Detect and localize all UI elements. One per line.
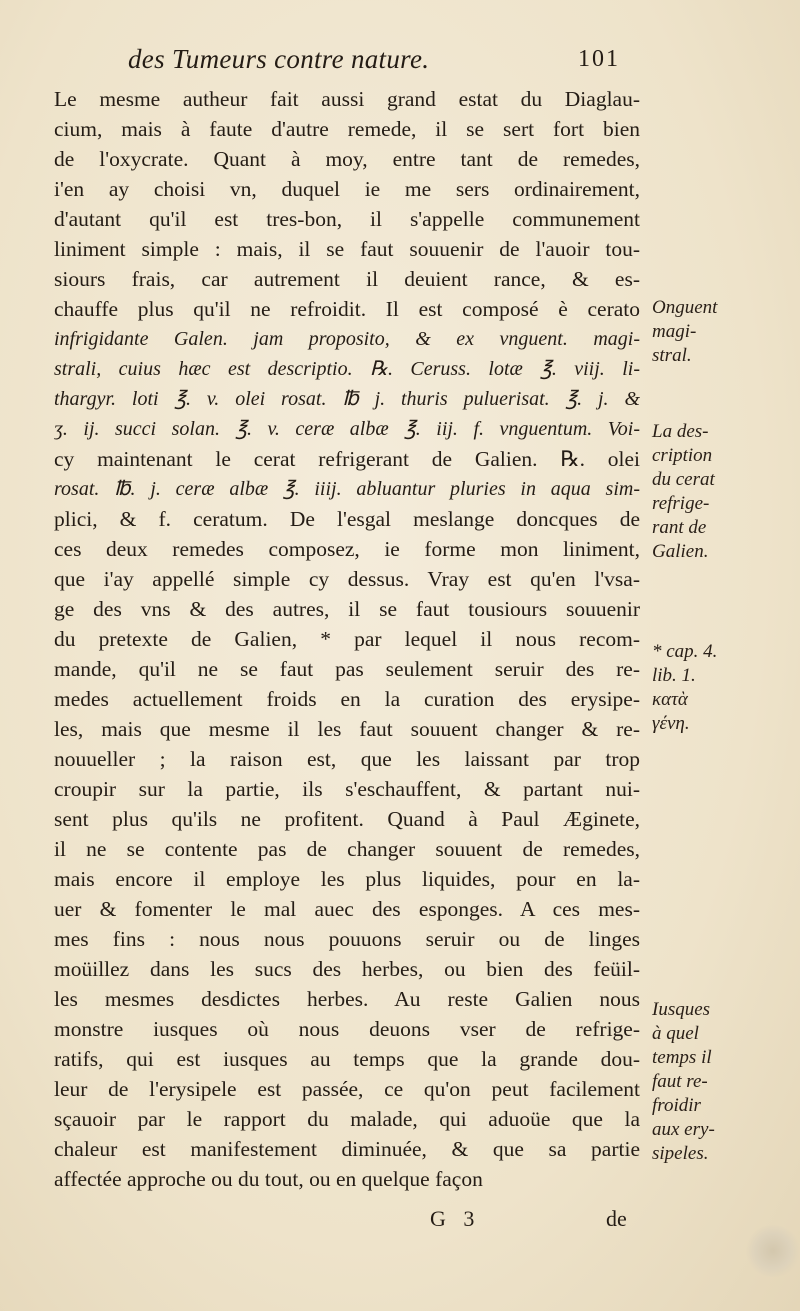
text-line: ratifs, qui est iusques au temps que la grande dou- (54, 1047, 640, 1071)
text-line: d'autant qu'il est tres-bon, il s'appelle communement (54, 207, 640, 231)
margin-note-line: faut re- (652, 1071, 708, 1092)
margin-note-onguent (652, 296, 792, 368)
text-line: i'en ay choisi vn, duquel ie me sers ordinairement, (54, 177, 640, 201)
signature-mark: G 3 (430, 1206, 481, 1231)
text-line: uer & fomenter le mal auec des esponges. A ces mes- (54, 897, 640, 921)
text-line: cium, mais à faute d'autre remede, il se sert fort bien (54, 117, 640, 141)
text-line: moüillez dans les sucs des herbes, ou bien des feüil- (54, 957, 640, 981)
text-line: ge des vns & des autres, il se faut tousiours souuenir (54, 597, 640, 621)
text-line: plici, & f. ceratum. De l'esgal meslange doncques de (54, 507, 640, 531)
text-line: medes actuellement froids en la curation des erysipe- (54, 687, 640, 711)
margin-note-line: refrige- (652, 493, 710, 514)
margin-note-line: aux ery- (652, 1119, 715, 1140)
text-line: leur de l'erysipele est passée, ce qu'on peut facilement (54, 1077, 640, 1101)
margin-note-line: La des- (652, 421, 709, 442)
margin-note-line: à quel (652, 1023, 699, 1044)
text-line: strali, cuius hæc est descriptio. ℞. Ceruss. lotæ ℥. viij. li- (54, 358, 640, 380)
text-line: thargyr. loti ℥. v. olei rosat. ℔ j. thuris puluerisat. ℥. j. & (54, 388, 640, 410)
margin-note-line: κατὰ (652, 689, 688, 710)
text-line: chauffe plus qu'il ne refroidit. Il est composé è cerato (54, 297, 640, 321)
margin-note-line: magi- (652, 321, 697, 342)
margin-note-line: * cap. 4. (652, 641, 718, 662)
margin-note-line: Galien. (652, 541, 709, 562)
text-line: mande, qu'il ne se faut pas seulement seruir des re- (54, 657, 640, 681)
margin-note-line: sipeles. (652, 1143, 709, 1164)
page-number: 101 (578, 46, 620, 72)
text-line: croupir sur la partie, ils s'eschauffent, & partant nui- (54, 777, 640, 801)
text-line: ʒ. ij. succi solan. ℥. v. ceræ albæ ℥. iij. f. vnguentum. Voi- (54, 418, 640, 440)
margin-note-reference (652, 640, 792, 736)
text-line: du pretexte de Galien, * par lequel il nous recom- (54, 627, 640, 651)
text-line: siours frais, car autrement il deuient rance, & es- (54, 267, 640, 291)
text-line: que i'ay appellé simple cy dessus. Vray est qu'en l'vsa- (54, 567, 640, 591)
margin-note-line: stral. (652, 345, 692, 366)
margin-note-line: rant de (652, 517, 707, 538)
text-line: cy maintenant le cerat refrigerant de Galien. ℞. olei (54, 447, 640, 471)
text-line: liniment simple : mais, il se faut souuenir de l'auoir tou- (54, 237, 640, 261)
text-line: mais encore il employe les plus liquides, pour en la- (54, 867, 640, 891)
text-line: les mesmes desdictes herbes. Au reste Galien nous (54, 987, 640, 1011)
text-line: rosat. ℔. j. ceræ albæ ℥. iiij. abluantur pluries in aqua sim- (54, 478, 640, 500)
margin-note-line: Onguent (652, 297, 718, 318)
text-line: chaleur est manifestement diminuée, & que sa partie (54, 1137, 640, 1161)
margin-note-line: du cerat (652, 469, 715, 490)
paper-stain (744, 1225, 800, 1277)
margin-note-line: froidir (652, 1095, 701, 1116)
margin-note-line: Iusques (652, 999, 711, 1020)
margin-note-line: γένη. (652, 713, 690, 734)
text-line: affectée approche ou du tout, ou en quelque façon (54, 1167, 483, 1191)
catchword: de (606, 1206, 627, 1231)
text-line: Le mesme autheur fait aussi grand estat du Diaglau- (54, 87, 640, 111)
running-title: des Tumeurs contre nature. (128, 44, 430, 74)
text-line: de l'oxycrate. Quant à moy, entre tant de remedes, (54, 147, 640, 171)
margin-note-line: cription (652, 445, 713, 466)
text-line: monstre iusques où nous deuons vser de refrige- (54, 1017, 640, 1041)
margin-note-iusques (652, 998, 792, 1166)
text-line: sçauoir par le rapport du malade, qui aduoüe que la (54, 1107, 640, 1131)
text-line: infrigidante Galen. jam proposito, & ex vnguent. magi- (54, 328, 640, 350)
text-line: ces deux remedes composez, ie forme mon liniment, (54, 537, 640, 561)
margin-note-line: lib. 1. (652, 665, 696, 686)
page-header (0, 42, 800, 82)
main-text (54, 84, 640, 1194)
text-line: mes fins : nous nous pouuons seruir ou de linges (54, 927, 640, 951)
text-line: sent plus qu'ils ne profitent. Quand à Paul Æginete, (54, 807, 640, 831)
text-line: nouueller ; la raison est, que les laissant par trop (54, 747, 640, 771)
text-line: les, mais que mesme il les faut souuent changer & re- (54, 717, 640, 741)
text-line: il ne se contente pas de changer souuent de remedes, (54, 837, 640, 861)
margin-note-cerat (652, 420, 792, 564)
margin-note-line: temps il (652, 1047, 712, 1068)
